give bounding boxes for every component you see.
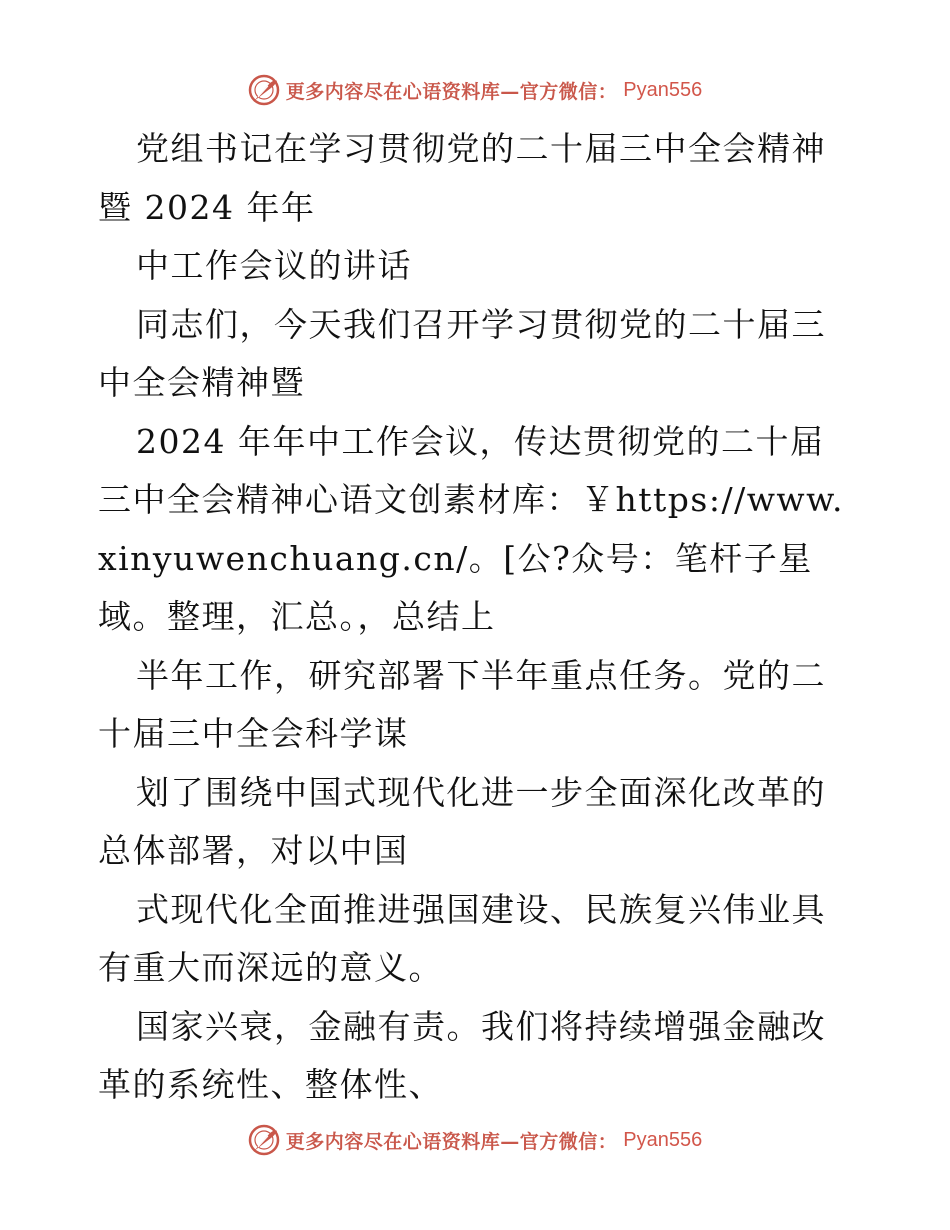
feather-pen-seal-icon <box>248 74 280 106</box>
footer-banner <box>0 1120 950 1160</box>
header-banner-text: 更多内容尽在心语资料库—官方微信： <box>285 80 618 103</box>
header-banner-handle: Pyan556 <box>623 78 703 101</box>
footer-banner-text: 更多内容尽在心语资料库—官方微信： <box>285 1130 618 1153</box>
footer-banner-handle: Pyan556 <box>623 1128 703 1151</box>
document-body <box>98 120 854 1115</box>
feather-pen-seal-icon <box>248 1124 280 1156</box>
paragraph-half-year-work: 半年工作，研究部署下半年重点任务。党的二十届三中全会科学谋 <box>98 655 826 753</box>
paragraph-finance-reform: 国家兴衰，金融有责。我们将持续增强金融改革的系统性、整体性、 <box>98 1006 826 1104</box>
paragraph-meeting-purpose: 2024 年年中工作会议，传达贯彻党的二十届三中全会精神心语文创素材库：￥https://www.xinyuwenchuang.cn/。[公?众号：笔杆子星域。整理，汇总。，总结上 <box>98 421 845 636</box>
paragraph-title: 党组书记在学习贯彻党的二十届三中全会精神暨 2024 年年 <box>98 129 826 227</box>
paragraph-title-continued: 中工作会议的讲话 <box>136 246 412 285</box>
paragraph-reform-deployment: 划了围绕中国式现代化进一步全面深化改革的总体部署，对以中国 <box>98 772 826 870</box>
paragraph-opening: 同志们，今天我们召开学习贯彻党的二十届三中全会精神暨 <box>98 304 826 402</box>
paragraph-significance: 式现代化全面推进强国建设、民族复兴伟业具有重大而深远的意义。 <box>98 889 826 987</box>
header-banner <box>0 70 950 110</box>
